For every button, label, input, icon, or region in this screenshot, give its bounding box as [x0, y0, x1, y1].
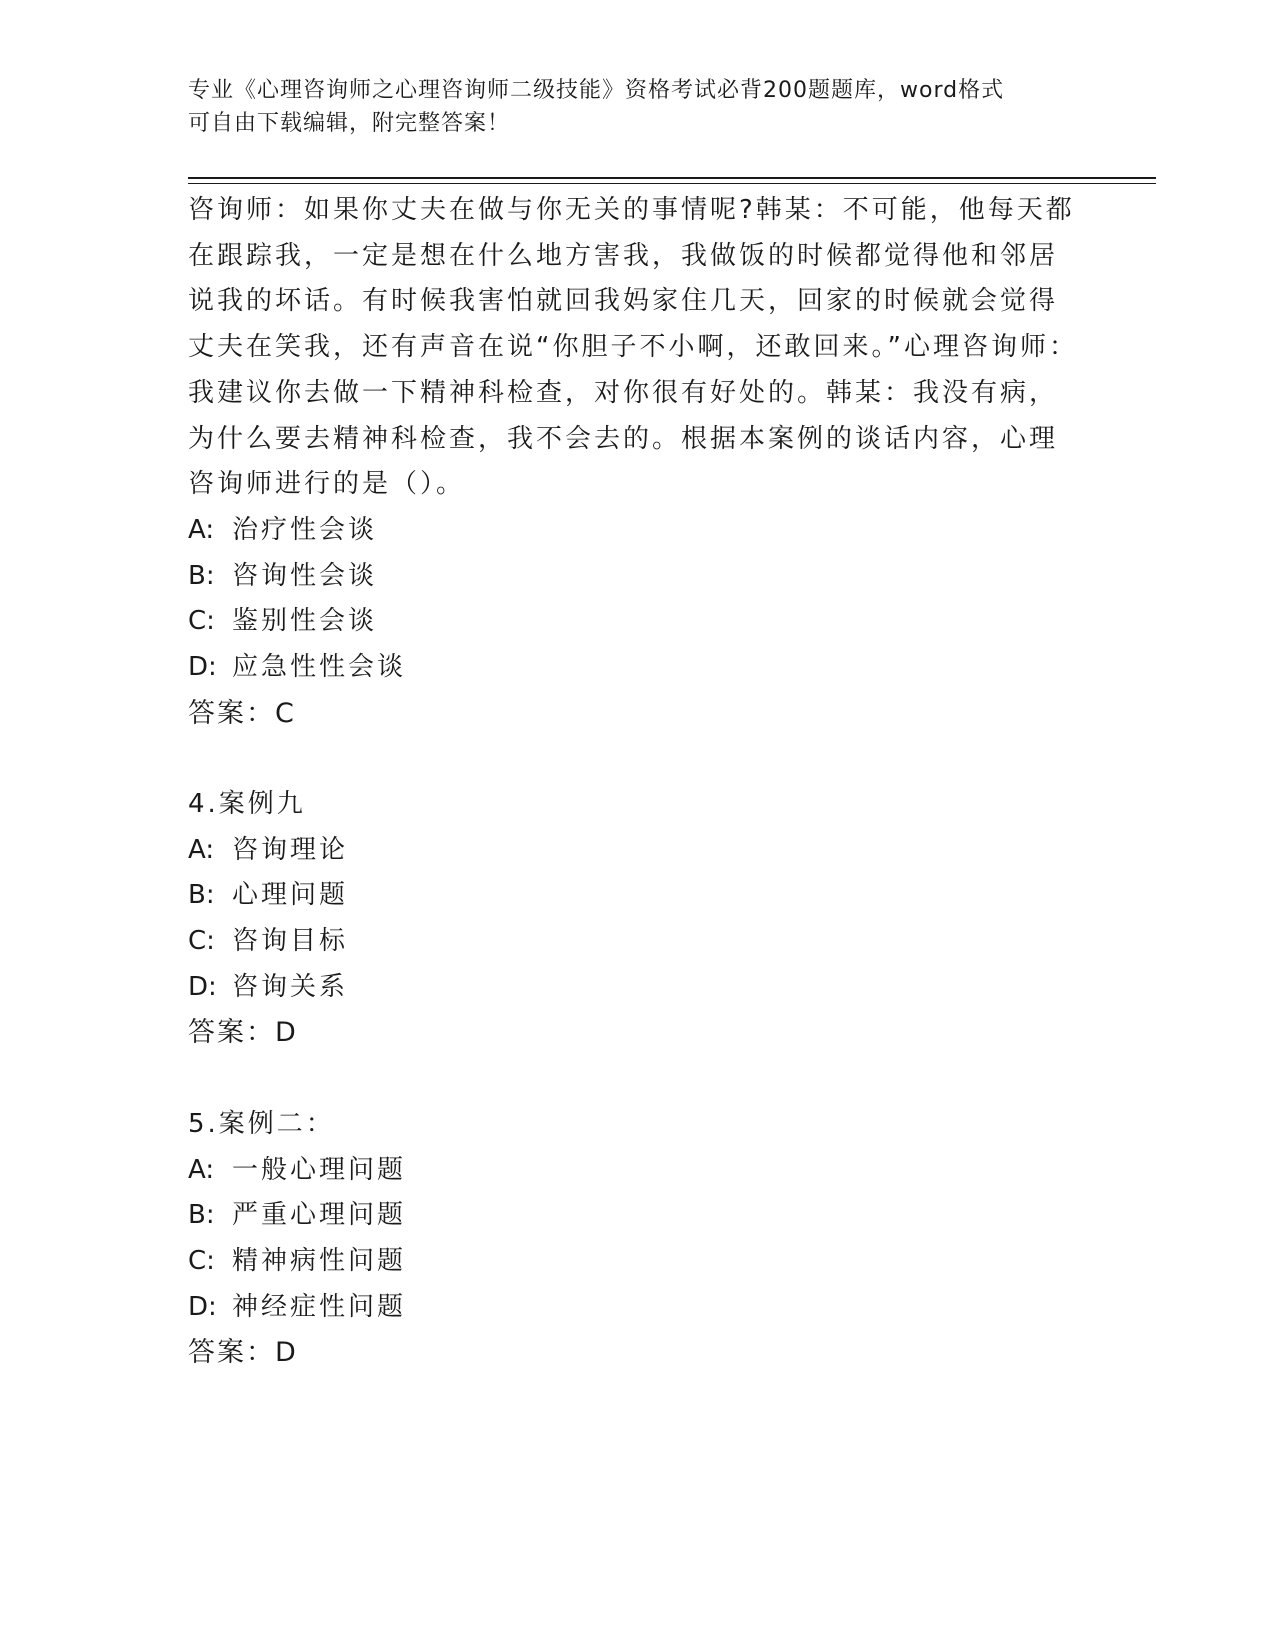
option-letter: A: — [188, 514, 215, 545]
option-text: 神经症性问题 — [232, 1291, 407, 1322]
question-3-answer: 答案：C — [188, 697, 296, 729]
question-4 — [188, 782, 1088, 1056]
option-letter: A: — [188, 1154, 215, 1185]
option-text: 鉴别性会谈 — [232, 606, 378, 637]
option-text: 一般心理问题 — [232, 1154, 407, 1185]
option-letter: B: — [188, 560, 215, 591]
question-5-option-b — [188, 1193, 1088, 1239]
option-text: 心理问题 — [232, 880, 349, 911]
option-letter: C: — [188, 606, 215, 637]
option-letter: D: — [188, 1291, 217, 1322]
spacer — [188, 736, 1088, 782]
header-line-1: 专业《心理咨询师之心理咨询师二级技能》资格考试必背200题题库，word格式 — [188, 78, 1005, 103]
option-letter: B: — [188, 880, 215, 911]
question-3 — [188, 188, 1088, 736]
question-content — [188, 188, 1088, 1376]
question-3-option-c — [188, 599, 1088, 645]
question-3-stem: 咨询师：如果你丈夫在做与你无关的事情呢?韩某：不可能，他每天都在跟踪我，一定是想在什么地方害我，我做饭的时候都觉得他和邻居说我的坏话。有时候我害怕就回我妈家住几天，回家的时候就会觉得丈夫在笑我，还有声音在说“你胆子不小啊，还敢回来。”心理咨询师：我建议你去做一下精神科检查，对你很有好处的。韩某：我没有病，为什么要去精神科检查，我不会去的。根据本案例的谈话内容，心理咨询师进行的是（）。 — [188, 195, 1078, 500]
option-letter: D: — [188, 971, 217, 1002]
option-letter: D: — [188, 651, 217, 682]
question-5-answer: 答案：D — [188, 1337, 298, 1369]
header-rule-thick — [188, 177, 1156, 179]
question-4-option-b — [188, 873, 1088, 919]
header-rule-thin — [188, 183, 1156, 184]
option-text: 咨询性会谈 — [232, 560, 378, 591]
option-letter: B: — [188, 1200, 215, 1231]
question-5-option-a — [188, 1148, 1088, 1194]
spacer — [188, 1056, 1088, 1102]
option-letter: C: — [188, 926, 215, 957]
option-text: 应急性性会谈 — [232, 651, 407, 682]
question-5-option-d — [188, 1285, 1088, 1331]
question-3-option-d — [188, 645, 1088, 691]
question-4-option-a — [188, 828, 1088, 874]
question-4-answer: 答案：D — [188, 1017, 298, 1049]
question-4-title: 4.案例九 — [188, 789, 306, 820]
option-text: 治疗性会谈 — [232, 514, 378, 545]
header-line-2: 可自由下载编辑，附完整答案！ — [188, 111, 511, 136]
option-text: 咨询理论 — [232, 834, 349, 865]
question-5 — [188, 1102, 1088, 1376]
option-text: 咨询目标 — [232, 926, 349, 957]
question-4-option-d — [188, 965, 1088, 1011]
document-header — [188, 74, 1068, 140]
question-4-option-c — [188, 919, 1088, 965]
question-3-option-a — [188, 508, 1088, 554]
question-5-option-c — [188, 1239, 1088, 1285]
option-text: 精神病性问题 — [232, 1245, 407, 1276]
option-letter: C: — [188, 1245, 215, 1276]
option-text: 严重心理问题 — [232, 1200, 407, 1231]
option-text: 咨询关系 — [232, 971, 349, 1002]
question-5-title: 5.案例二： — [188, 1108, 335, 1139]
option-letter: A: — [188, 834, 215, 865]
question-3-option-b — [188, 554, 1088, 600]
